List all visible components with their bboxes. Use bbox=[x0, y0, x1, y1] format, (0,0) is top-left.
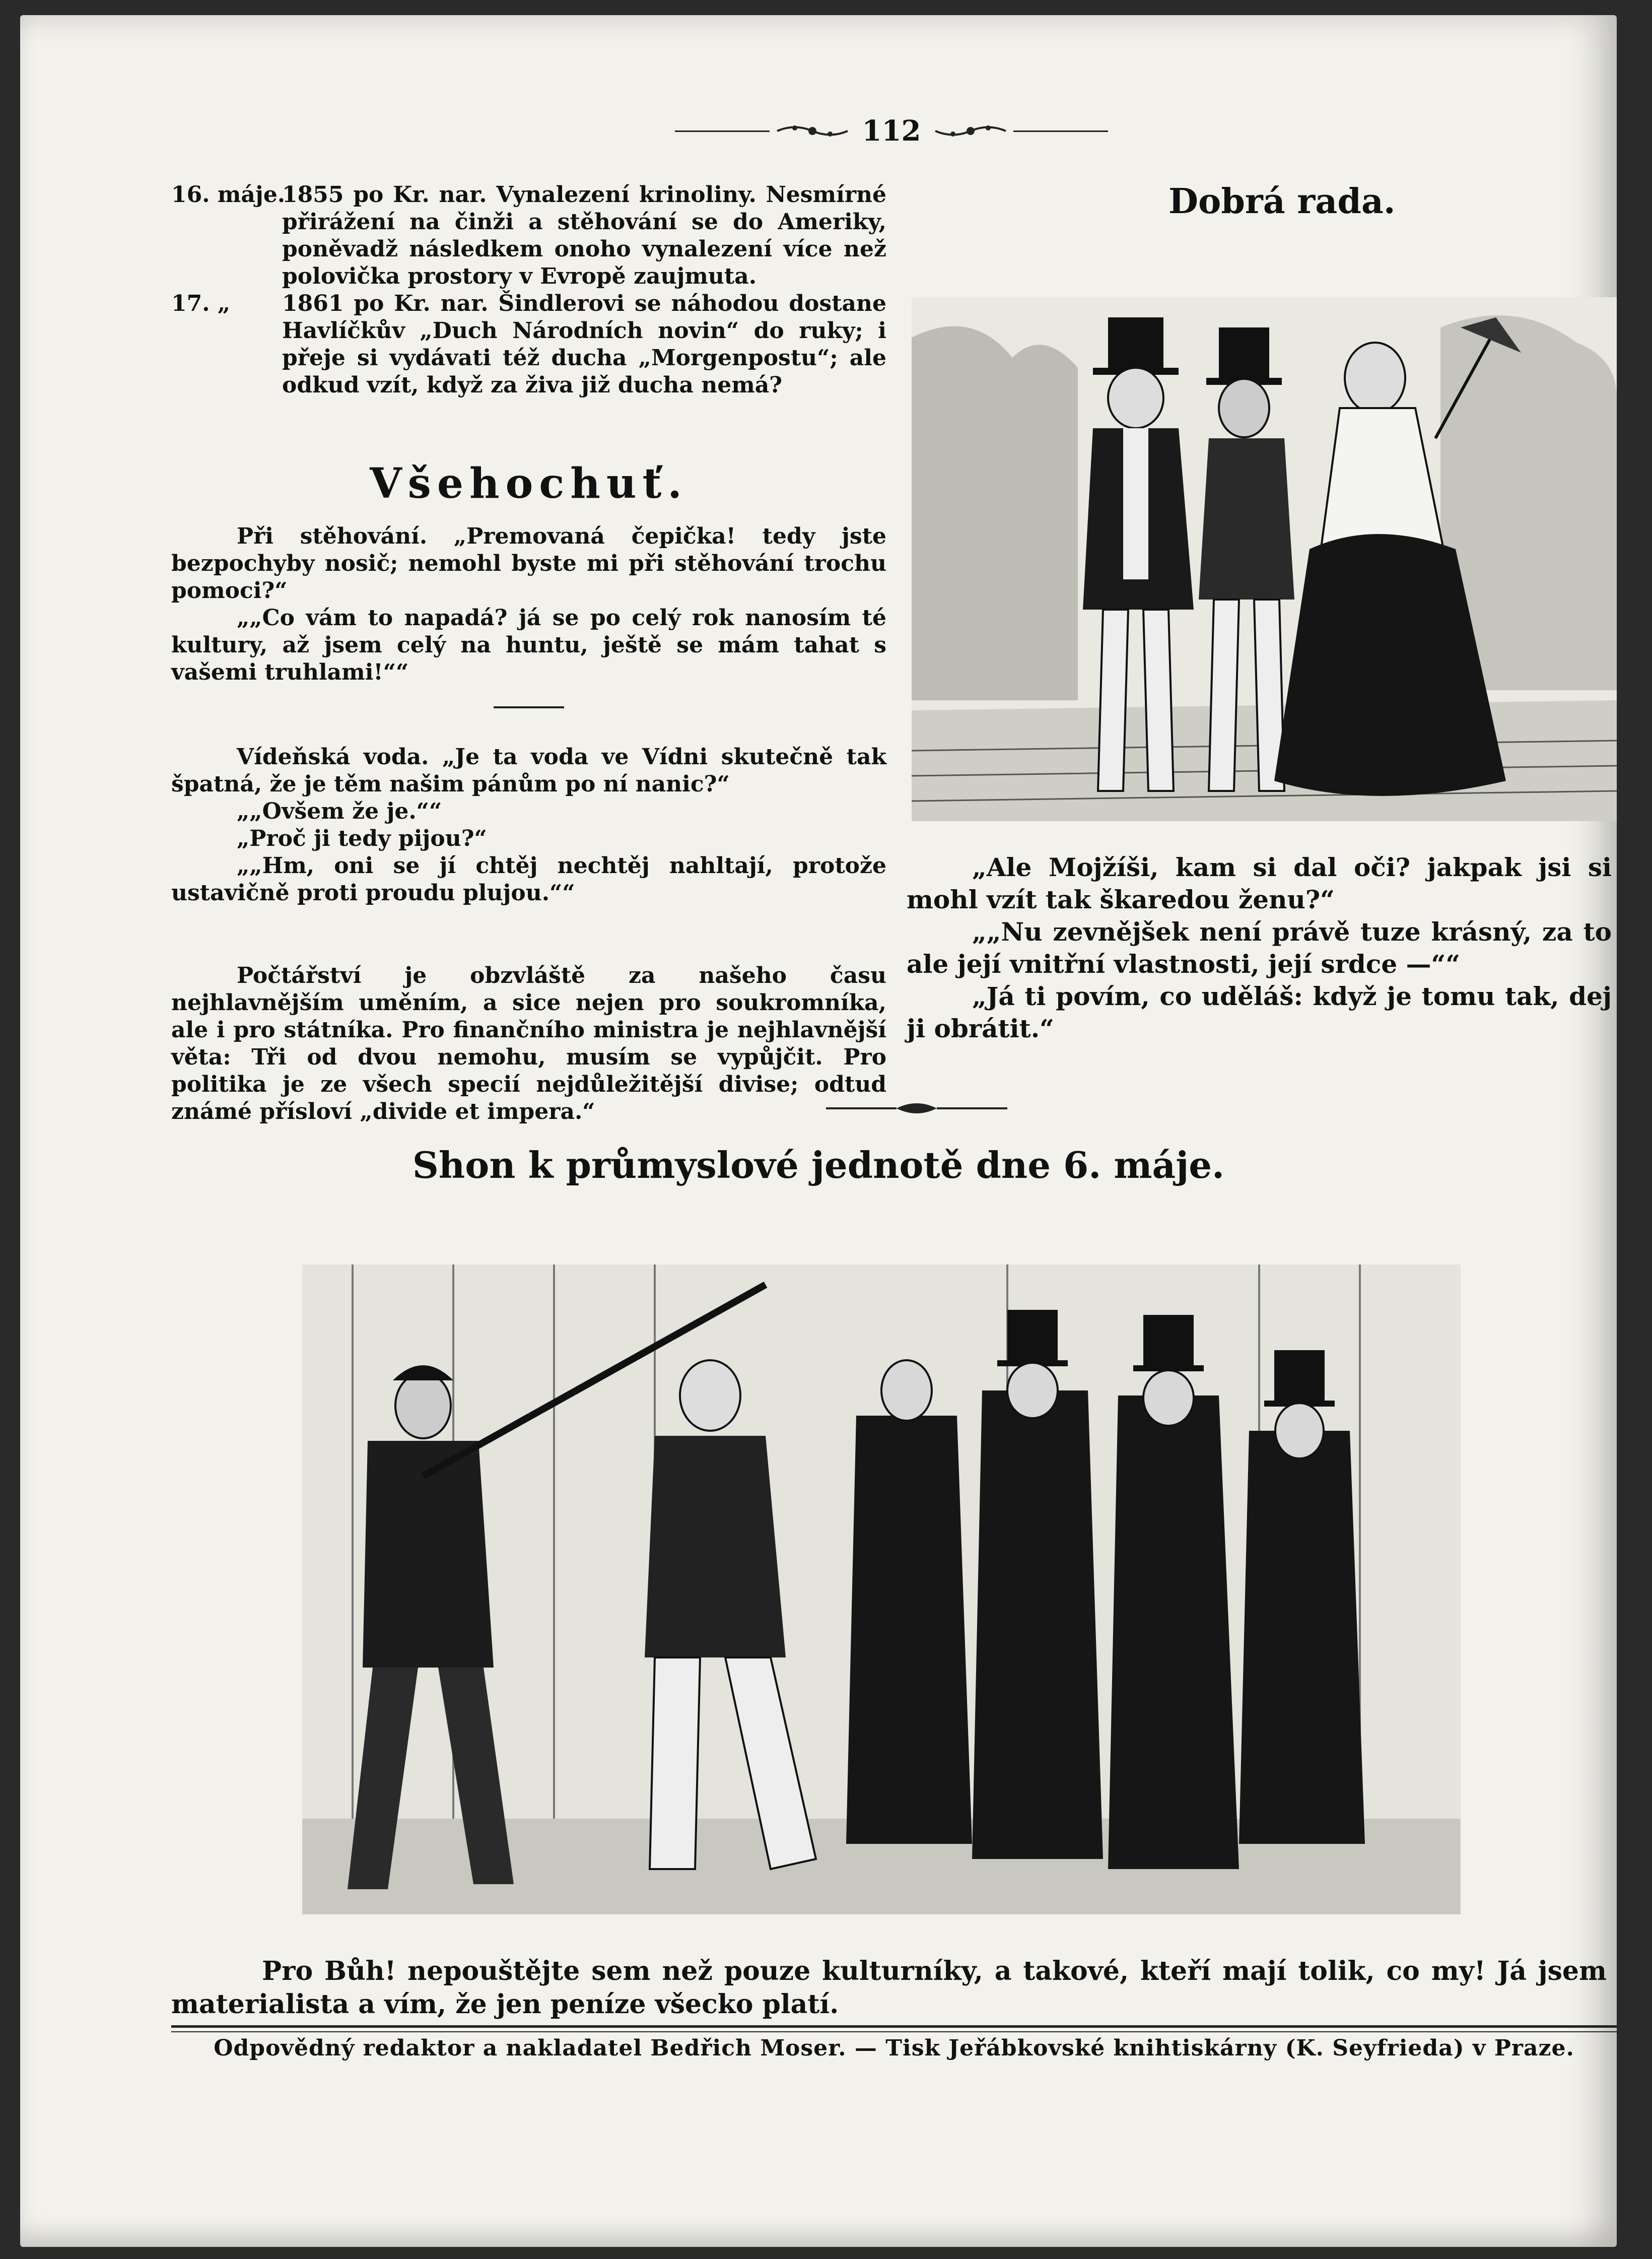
dialogue-line: „„Nu zevnějšek není právě tuze krásný, za to ale její vnitřní vlastnosti, její srdce —““ bbox=[907, 917, 1612, 979]
left-column bbox=[171, 181, 886, 1125]
engraving-image bbox=[912, 297, 1617, 821]
entry-date: 17. „ bbox=[171, 291, 231, 316]
cartoon-illustration-crowd bbox=[302, 1265, 1461, 1914]
bottom-cartoon-title: Shon k průmyslové jednotě dne 6. máje. bbox=[412, 1144, 1225, 1186]
cartoon-illustration-couple bbox=[912, 297, 1617, 821]
joke-paragraph bbox=[171, 744, 886, 798]
section-title: Všehochuť. bbox=[370, 459, 688, 508]
footer-rule bbox=[171, 2025, 1617, 2028]
entry-text: 1855 po Kr. nar. Vynalezení krinoliny. Nesmírné přirážení na činži a stěhování se do Ameriky, poněvadž následkem onoho vynalezení více než polovička prostory v Evropě zaujmuta. bbox=[282, 182, 886, 289]
page-number: 112 bbox=[862, 114, 921, 148]
separator-rule bbox=[494, 706, 564, 708]
joke-line: „„Ovšem že je.““ bbox=[237, 799, 442, 824]
right-column-text bbox=[907, 851, 1612, 1045]
calendar-entry bbox=[171, 181, 886, 290]
footer-rule bbox=[171, 2031, 1617, 2032]
ornament-right-icon bbox=[933, 121, 1008, 141]
entry-text: 1861 po Kr. nar. Šindlerovi se náhodou dostane Havlíčkův „Duch Národních novin“ do ruky; i přeje si vydávati též ducha „Morgenpostu“; ale odkud vzít, když za živa již ducha nemá? bbox=[282, 291, 886, 398]
calendar-entry bbox=[171, 290, 886, 399]
joke-paragraph bbox=[171, 523, 886, 605]
ornament-divider-icon bbox=[826, 1098, 1007, 1118]
joke-line: „Proč ji tedy pijou?“ bbox=[237, 826, 487, 851]
joke-line: „„Hm, oni se jí chtěj nechtěj nahltají, protože ustavičně proti proudu plujou.““ bbox=[171, 853, 886, 906]
joke-line: „Premovaná čepička! tedy jste bezpochyby nosič; nemohl byste mi při stěhování trochu pomoci?“ bbox=[171, 523, 886, 604]
newspaper-page bbox=[20, 15, 1617, 2247]
engraving-image bbox=[302, 1265, 1461, 1914]
dialogue-line: „Ale Mojžíši, kam si dal oči? jakpak jsi si mohl vzít tak škaredou ženu?“ bbox=[907, 852, 1612, 914]
header-rule-left bbox=[675, 130, 770, 132]
cartoon-title: Dobrá rada. bbox=[1168, 181, 1396, 222]
dialogue-line: „Já ti povím, co uděláš: když je tomu tak, dej ji obrátit.“ bbox=[907, 981, 1612, 1043]
joke-lead: Počtářství bbox=[237, 963, 362, 988]
entry-date: 16. máje. bbox=[171, 182, 286, 208]
joke-line: je obzvláště za našeho času nejhlavnějším uměním, a sice nejen pro soukromníka, ale i pro státníka. Pro finančního ministra je nejhlavnější věta: Tři od dvou nemohu, musím se vypůjčit. Pro politika je ze všech specií nejdůležitější divise; odtud známé přísloví „divide et impera.“ bbox=[171, 963, 886, 1124]
page-header bbox=[675, 116, 1108, 146]
joke-line: „„Co vám to napadá? já se po celý rok nanosím té kultury, až jsem celý na huntu, ještě se mám tahat s vašemi truhlami!““ bbox=[171, 605, 886, 685]
imprint-footer: Odpovědný redaktor a nakladatel Bedřich Moser. — Tisk Jeřábkovské knihtiskárny (K. Seyfrieda) v Praze. bbox=[214, 2035, 1574, 2061]
bottom-caption bbox=[171, 1955, 1607, 2021]
joke-lead: Při stěhování. bbox=[237, 523, 428, 549]
ornament-left-icon bbox=[775, 121, 850, 141]
caption-text: Pro Bůh! nepouštějte sem než pouze kulturníky, a takové, kteří mají tolik, co my! Já jsem materialista a vím, že jen peníze všecko platí. bbox=[171, 1956, 1607, 2020]
joke-line: „Je ta voda ve Vídni skutečně tak špatná, že je těm našim pánům po ní nanic?“ bbox=[171, 744, 886, 797]
joke-paragraph bbox=[171, 962, 886, 1125]
joke-lead: Vídeňská voda. bbox=[237, 744, 429, 770]
header-rule-right bbox=[1013, 130, 1108, 132]
